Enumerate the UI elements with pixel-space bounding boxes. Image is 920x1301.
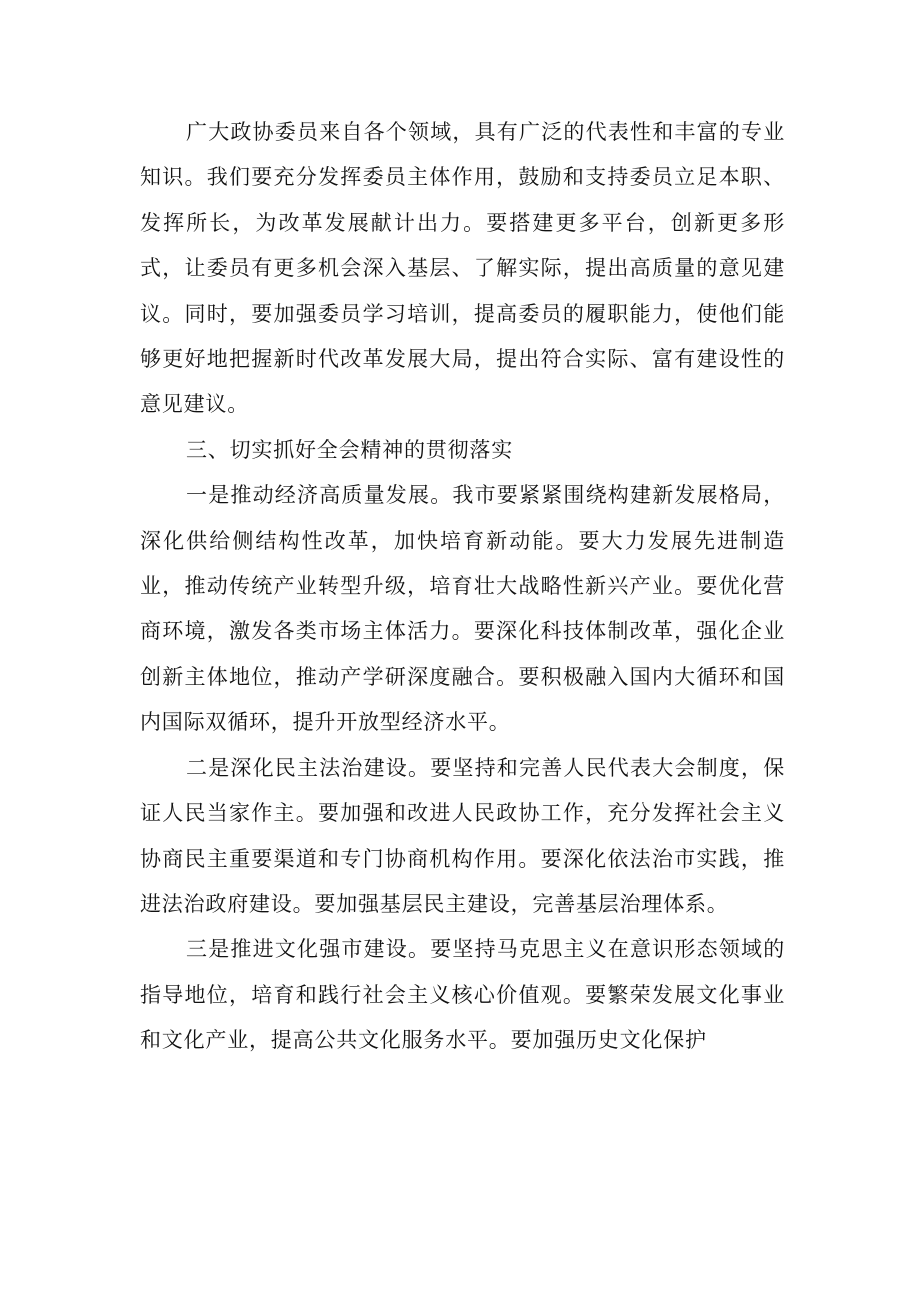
- section-heading-implementation: 三、切实抓好全会精神的贯彻落实: [186, 437, 513, 462]
- paragraph-cultural-city: 三是推进文化强市建设。要坚持马克思主义在意识形态领域的指导地位，培育和践行社会主义核心价值观。要繁荣发展文化事业和文化产业，提高公共文化服务水平。要加强历史文化保护: [140, 937, 785, 1053]
- paragraph-economic-development: 一是推动经济高质量发展。我市要紧紧围绕构建新发展格局，深化供给侧结构性改革，加快培育新动能。要大力发展先进制造业，推动传统产业转型升级，培育壮大战略性新兴产业。要优化营商环境，激发各类市场主体活力。要深化科技体制改革，强化企业创新主体地位，推动产学研深度融合。要积极融入国内大循环和国内国际双循环，提升开放型经济水平。: [140, 483, 785, 735]
- paragraph-democracy-rule-of-law: 二是深化民主法治建设。要坚持和完善人民代表大会制度，保证人民当家作主。要加强和改进人民政协工作，充分发挥社会主义协商民主重要渠道和专门协商机构作用。要深化依法治市实践，推进法治政府建设。要加强基层民主建设，完善基层治理体系。: [140, 755, 785, 916]
- document-body: [140, 110, 785, 1064]
- paragraph-committee-members: 广大政协委员来自各个领域，具有广泛的代表性和丰富的专业知识。我们要充分发挥委员主体作用，鼓励和支持委员立足本职、发挥所长，为改革发展献计出力。要搭建更多平台，创新更多形式，让委员有更多机会深入基层、了解实际，提出高质量的意见建议。同时，要加强委员学习培训，提高委员的履职能力，使他们能够更好地把握新时代改革发展大局，提出符合实际、富有建设性的意见建议。: [140, 120, 785, 417]
